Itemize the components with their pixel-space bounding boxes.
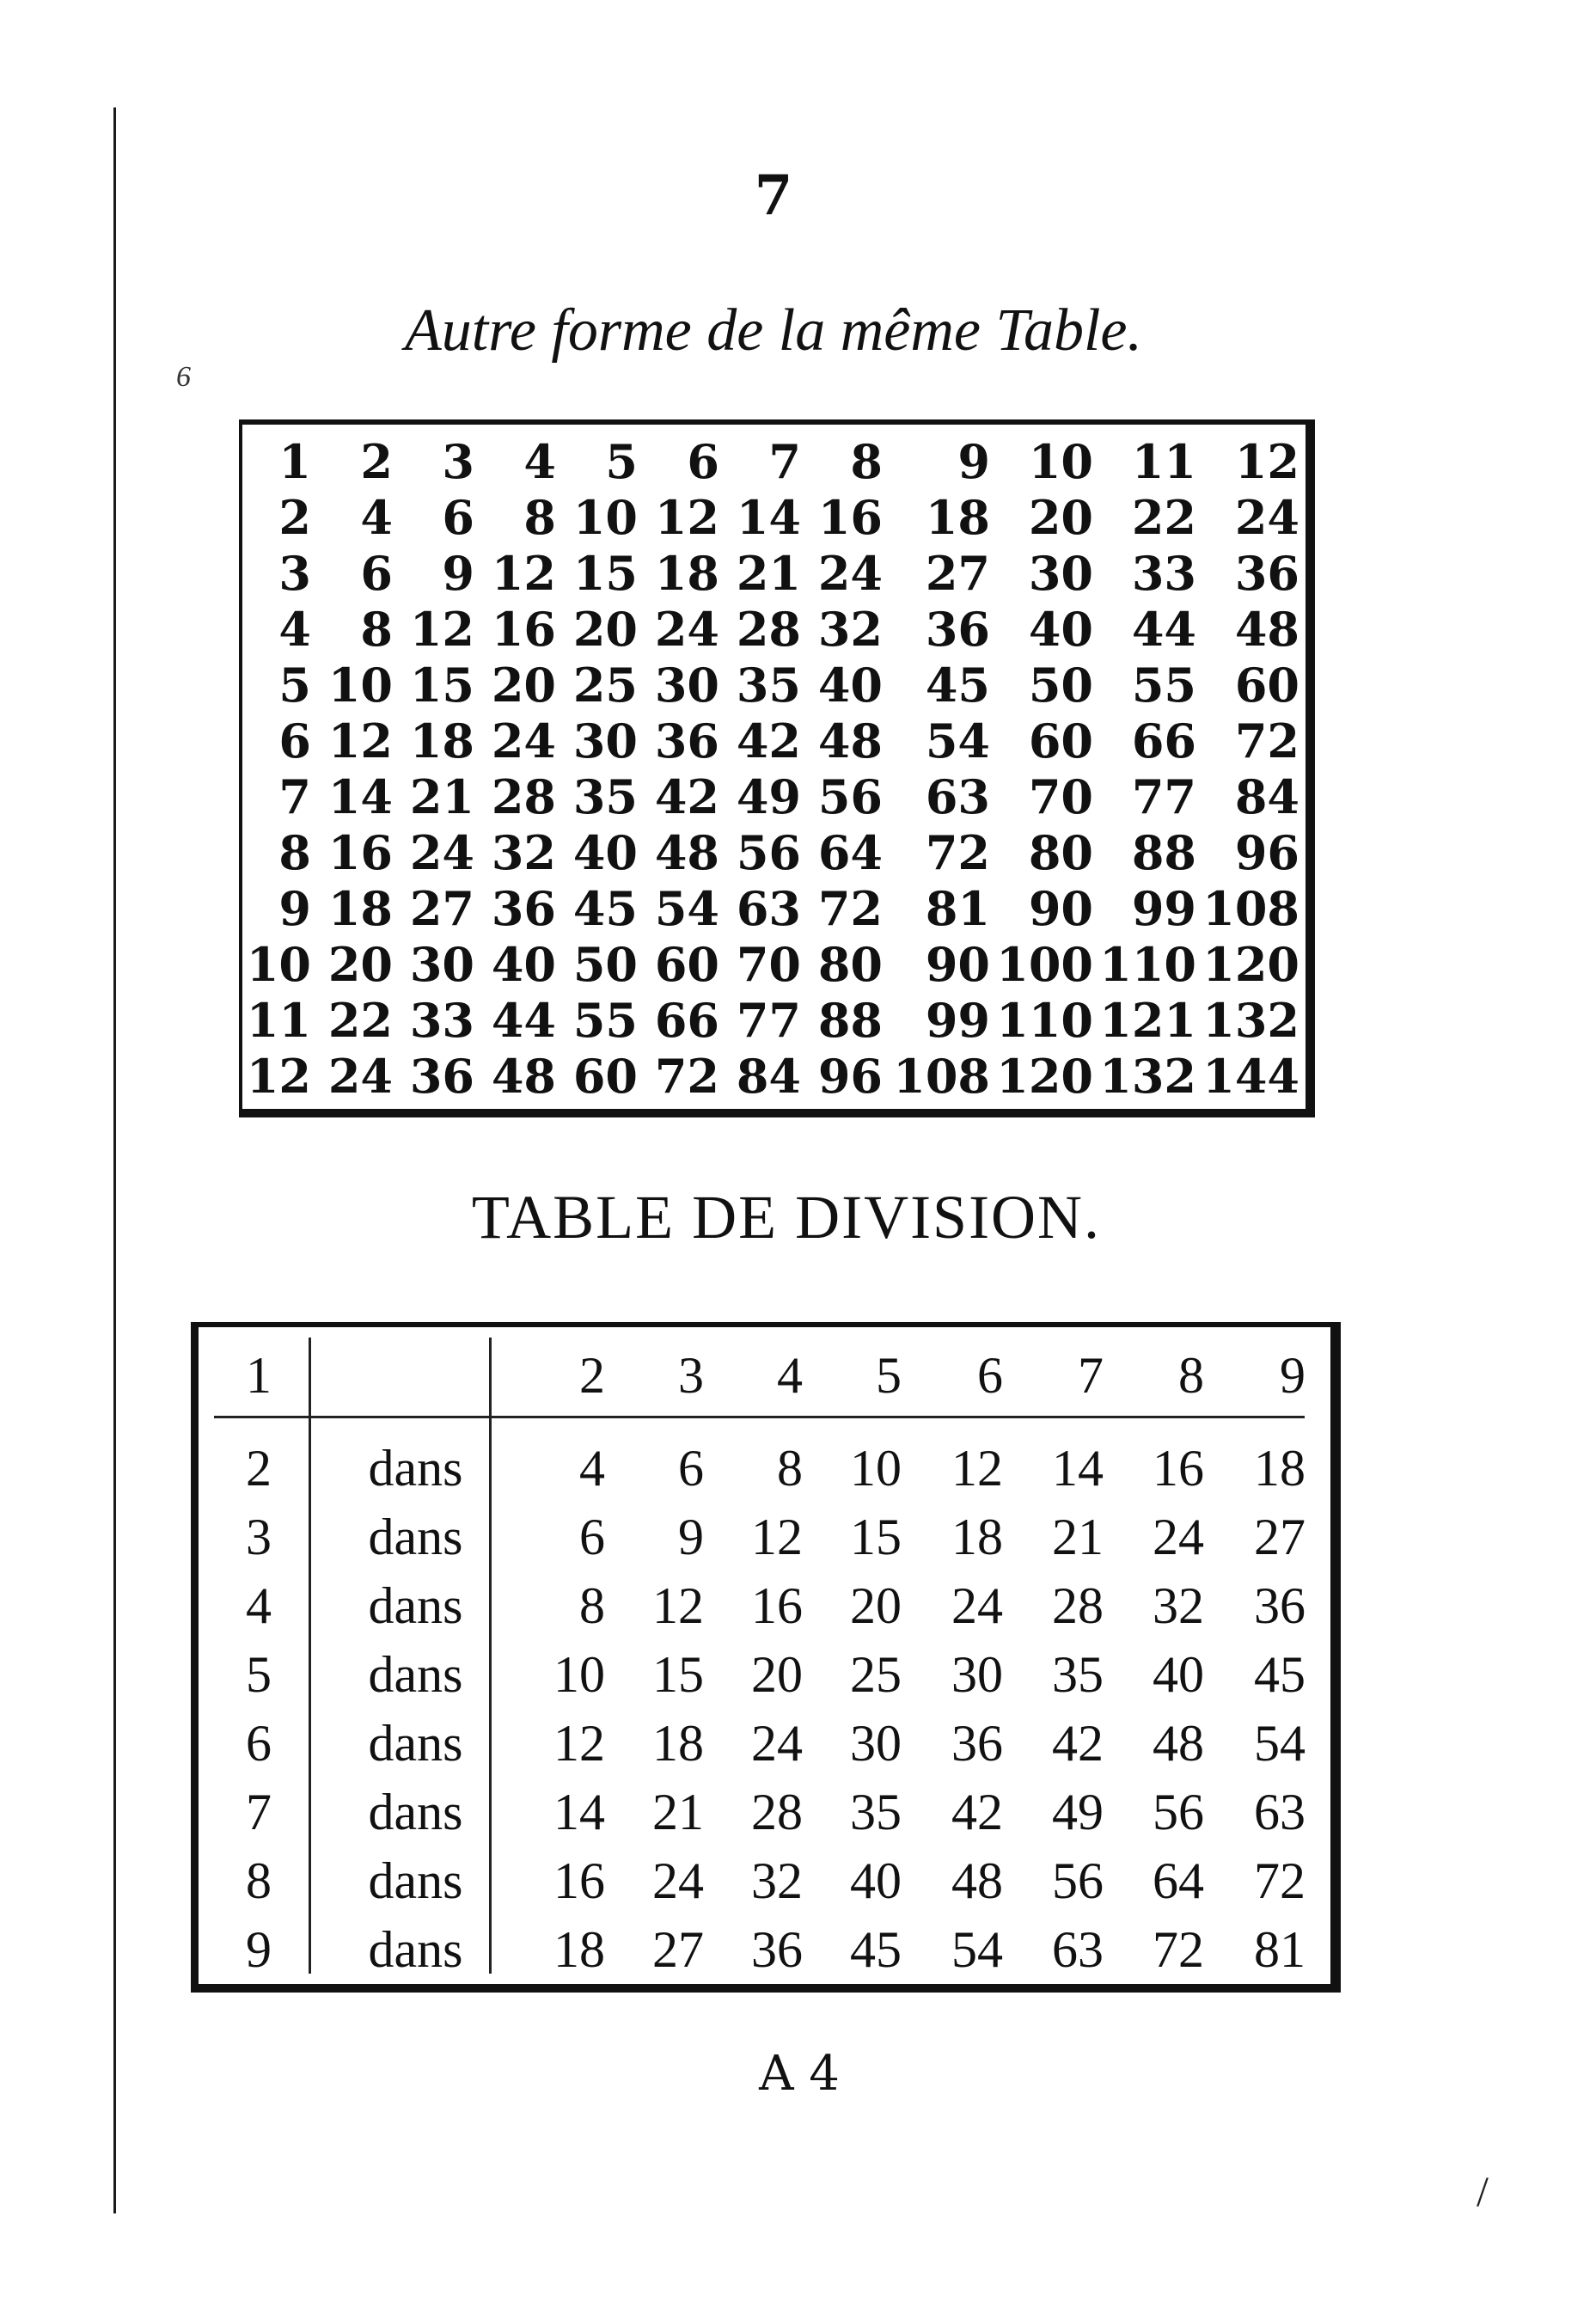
value-cell: 14 <box>553 1784 605 1840</box>
table-cell: 10 <box>572 489 638 545</box>
table-cell: 132 <box>1202 992 1299 1048</box>
table-cell: 16 <box>327 824 393 880</box>
table-row <box>199 1920 1330 1989</box>
table-cell: 24 <box>1234 489 1299 545</box>
table-cell: 32 <box>491 824 556 880</box>
value-cell: 6 <box>579 1509 605 1565</box>
table-cell: 28 <box>736 601 801 657</box>
table-cell: 84 <box>1234 768 1299 824</box>
table-cell: 18 <box>327 880 393 936</box>
table-cell: 3 <box>442 433 474 489</box>
table-cell: 7 <box>768 433 801 489</box>
value-cell: 14 <box>1052 1440 1104 1497</box>
table-cell: 50 <box>572 936 638 992</box>
table-cell: 22 <box>1131 489 1196 545</box>
table-cell: 12 <box>327 713 393 768</box>
table-cell: 77 <box>736 992 801 1048</box>
page-number: 7 <box>754 163 793 228</box>
table-cell: 24 <box>654 601 719 657</box>
value-cell: 9 <box>1280 1347 1306 1404</box>
table-cell: 18 <box>925 489 990 545</box>
value-cell: 30 <box>951 1646 1003 1703</box>
table-cell: 16 <box>491 601 556 657</box>
value-cell: 42 <box>1052 1715 1104 1772</box>
divisor-cell: 5 <box>246 1646 272 1703</box>
table-cell: 6 <box>360 545 393 601</box>
value-cell: 7 <box>1078 1347 1104 1404</box>
table-cell: 2 <box>278 489 311 545</box>
table-cell: 25 <box>572 657 638 713</box>
table-cell: 35 <box>572 768 638 824</box>
table-row <box>242 768 1306 824</box>
table-cell: 96 <box>817 1048 883 1104</box>
value-cell: 56 <box>1153 1784 1204 1840</box>
table-cell: 4 <box>523 433 556 489</box>
dans-cell: dans <box>368 1646 463 1703</box>
table-cell: 48 <box>817 713 883 768</box>
value-cell: 72 <box>1254 1852 1306 1909</box>
table-cell: 88 <box>817 992 883 1048</box>
value-cell: 32 <box>1153 1577 1204 1634</box>
table-cell: 96 <box>1234 824 1299 880</box>
table-cell: 24 <box>491 713 556 768</box>
table-cell: 55 <box>572 992 638 1048</box>
value-cell: 12 <box>951 1440 1003 1497</box>
table-cell: 8 <box>523 489 556 545</box>
table-cell: 72 <box>1234 713 1299 768</box>
value-cell: 20 <box>751 1646 803 1703</box>
table-cell: 120 <box>1202 936 1299 992</box>
value-cell: 36 <box>751 1921 803 1978</box>
table-cell: 6 <box>442 489 474 545</box>
table-cell: 9 <box>957 433 990 489</box>
header-rule <box>214 1416 1305 1418</box>
divisor-cell: 4 <box>246 1577 272 1634</box>
value-cell: 54 <box>1254 1715 1306 1772</box>
table-cell: 21 <box>409 768 474 824</box>
table-cell: 48 <box>491 1048 556 1104</box>
table-cell: 72 <box>817 880 883 936</box>
margin-mark: 6 <box>176 361 191 393</box>
table-cell: 12 <box>491 545 556 601</box>
table-row <box>242 1048 1306 1104</box>
header-row <box>199 1346 1330 1415</box>
value-cell: 21 <box>1052 1509 1104 1565</box>
table-cell: 27 <box>925 545 990 601</box>
table-cell: 16 <box>817 489 883 545</box>
table-cell: 6 <box>278 713 311 768</box>
value-cell: 24 <box>751 1715 803 1772</box>
table-cell: 8 <box>360 601 393 657</box>
division-table-title: TABLE DE DIVISION. <box>471 1183 1102 1252</box>
value-cell: 48 <box>1153 1715 1204 1772</box>
table-cell: 42 <box>654 768 719 824</box>
table-row <box>242 601 1306 657</box>
multiplication-grid <box>242 433 1306 1104</box>
table-cell: 12 <box>1234 433 1299 489</box>
table-row <box>199 1508 1330 1576</box>
table-row <box>242 657 1306 713</box>
table-cell: 120 <box>996 1048 1093 1104</box>
multiplication-table <box>239 419 1315 1117</box>
value-cell: 18 <box>951 1509 1003 1565</box>
value-cell: 10 <box>553 1646 605 1703</box>
table-cell: 45 <box>925 657 990 713</box>
value-cell: 24 <box>951 1577 1003 1634</box>
table-cell: 80 <box>1028 824 1093 880</box>
value-cell: 6 <box>678 1440 704 1497</box>
table-cell: 70 <box>736 936 801 992</box>
table-cell: 77 <box>1131 768 1196 824</box>
division-table <box>191 1322 1341 1993</box>
value-cell: 12 <box>751 1509 803 1565</box>
table-cell: 110 <box>996 992 1093 1048</box>
table-row <box>199 1576 1330 1645</box>
table-cell: 8 <box>850 433 883 489</box>
table-cell: 50 <box>1028 657 1093 713</box>
table-cell: 40 <box>817 657 883 713</box>
value-cell: 2 <box>579 1347 605 1404</box>
value-cell: 72 <box>1153 1921 1204 1978</box>
table-cell: 99 <box>1131 880 1196 936</box>
signature-mark: A 4 <box>759 2046 840 2102</box>
table-cell: 18 <box>409 713 474 768</box>
table-row <box>199 1852 1330 1920</box>
table-cell: 14 <box>736 489 801 545</box>
table-cell: 44 <box>491 992 556 1048</box>
table-cell: 80 <box>817 936 883 992</box>
divisor-cell: 6 <box>246 1715 272 1772</box>
value-cell: 63 <box>1254 1784 1306 1840</box>
divisor-cell: 9 <box>246 1921 272 1978</box>
table-cell: 70 <box>1028 768 1093 824</box>
value-cell: 25 <box>850 1646 902 1703</box>
table-cell: 110 <box>1099 936 1196 992</box>
table-cell: 84 <box>736 1048 801 1104</box>
table-cell: 20 <box>572 601 638 657</box>
dans-cell: dans <box>368 1440 463 1497</box>
value-cell: 36 <box>1254 1577 1306 1634</box>
table-cell: 20 <box>491 657 556 713</box>
table-cell: 64 <box>817 824 883 880</box>
table-cell: 11 <box>246 992 311 1048</box>
value-cell: 8 <box>579 1577 605 1634</box>
dans-cell: dans <box>368 1921 463 1978</box>
table-row <box>242 824 1306 880</box>
value-cell: 24 <box>1153 1509 1204 1565</box>
table-cell: 20 <box>327 936 393 992</box>
table-cell: 40 <box>1028 601 1093 657</box>
table-cell: 99 <box>925 992 990 1048</box>
table-cell: 9 <box>278 880 311 936</box>
value-cell: 24 <box>652 1852 704 1909</box>
value-cell: 4 <box>777 1347 803 1404</box>
table-cell: 63 <box>925 768 990 824</box>
value-cell: 56 <box>1052 1852 1104 1909</box>
table-cell: 5 <box>278 657 311 713</box>
table-cell: 90 <box>1028 880 1093 936</box>
table-cell: 72 <box>925 824 990 880</box>
divisor-cell: 2 <box>246 1440 272 1497</box>
table-cell: 48 <box>1234 601 1299 657</box>
table-cell: 7 <box>278 768 311 824</box>
value-cell: 27 <box>1254 1509 1306 1565</box>
table-cell: 33 <box>1131 545 1196 601</box>
dans-cell: dans <box>368 1715 463 1772</box>
table-cell: 6 <box>687 433 719 489</box>
table-cell: 24 <box>327 1048 393 1104</box>
table-cell: 24 <box>409 824 474 880</box>
table-cell: 12 <box>246 1048 311 1104</box>
table-cell: 11 <box>1131 433 1196 489</box>
value-cell: 30 <box>850 1715 902 1772</box>
table-cell: 12 <box>654 489 719 545</box>
value-cell: 12 <box>553 1715 605 1772</box>
table-cell: 81 <box>925 880 990 936</box>
table-row <box>199 1645 1330 1714</box>
value-cell: 45 <box>850 1921 902 1978</box>
table-cell: 9 <box>442 545 474 601</box>
dans-cell: dans <box>368 1784 463 1840</box>
table-row <box>242 433 1306 489</box>
table-cell: 40 <box>572 824 638 880</box>
table-row <box>242 936 1306 992</box>
table-row <box>199 1714 1330 1783</box>
table-cell: 49 <box>736 768 801 824</box>
table-cell: 36 <box>1234 545 1299 601</box>
table-cell: 121 <box>1099 992 1196 1048</box>
value-cell: 35 <box>850 1784 902 1840</box>
table-cell: 54 <box>654 880 719 936</box>
table-cell: 4 <box>278 601 311 657</box>
table-cell: 24 <box>817 545 883 601</box>
left-margin-rule <box>113 107 116 2213</box>
value-cell: 42 <box>951 1784 1003 1840</box>
value-cell: 36 <box>951 1715 1003 1772</box>
table-row <box>242 992 1306 1048</box>
value-cell: 63 <box>1052 1921 1104 1978</box>
table-cell: 15 <box>572 545 638 601</box>
value-cell: 35 <box>1052 1646 1104 1703</box>
value-cell: 64 <box>1153 1852 1204 1909</box>
table-cell: 63 <box>736 880 801 936</box>
value-cell: 15 <box>850 1509 902 1565</box>
value-cell: 5 <box>876 1347 902 1404</box>
value-cell: 54 <box>951 1921 1003 1978</box>
value-cell: 8 <box>1178 1347 1204 1404</box>
table-cell: 5 <box>605 433 638 489</box>
table-cell: 27 <box>409 880 474 936</box>
value-cell: 4 <box>579 1440 605 1497</box>
value-cell: 18 <box>1254 1440 1306 1497</box>
table-cell: 42 <box>736 713 801 768</box>
value-cell: 16 <box>751 1577 803 1634</box>
table-cell: 60 <box>654 936 719 992</box>
table-cell: 60 <box>1028 713 1093 768</box>
value-cell: 40 <box>850 1852 902 1909</box>
table-cell: 30 <box>654 657 719 713</box>
value-cell: 12 <box>652 1577 704 1634</box>
value-cell: 27 <box>652 1921 704 1978</box>
table-cell: 55 <box>1131 657 1196 713</box>
value-cell: 28 <box>751 1784 803 1840</box>
table-row <box>199 1439 1330 1508</box>
table-cell: 40 <box>491 936 556 992</box>
value-cell: 18 <box>553 1921 605 1978</box>
table-cell: 88 <box>1131 824 1196 880</box>
table-row <box>242 489 1306 545</box>
value-cell: 18 <box>652 1715 704 1772</box>
divisor-cell: 3 <box>246 1509 272 1565</box>
value-cell: 48 <box>951 1852 1003 1909</box>
table-cell: 1 <box>278 433 311 489</box>
table-cell: 33 <box>409 992 474 1048</box>
table-cell: 48 <box>654 824 719 880</box>
divisor-cell: 7 <box>246 1784 272 1840</box>
value-cell: 15 <box>652 1646 704 1703</box>
table-cell: 2 <box>360 433 393 489</box>
table-cell: 54 <box>925 713 990 768</box>
table-cell: 44 <box>1131 601 1196 657</box>
value-cell: 45 <box>1254 1646 1306 1703</box>
table-cell: 3 <box>278 545 311 601</box>
value-cell: 20 <box>850 1577 902 1634</box>
dans-cell: dans <box>368 1852 463 1909</box>
table-cell: 30 <box>409 936 474 992</box>
table-cell: 20 <box>1028 489 1093 545</box>
table-row <box>242 545 1306 601</box>
table-cell: 36 <box>491 880 556 936</box>
table-cell: 14 <box>327 768 393 824</box>
table-cell: 35 <box>736 657 801 713</box>
table-row <box>242 880 1306 936</box>
table-cell: 10 <box>1028 433 1093 489</box>
value-cell: 32 <box>751 1852 803 1909</box>
table-cell: 28 <box>491 768 556 824</box>
table-row <box>199 1783 1330 1852</box>
value-cell: 6 <box>977 1347 1003 1404</box>
table-cell: 32 <box>817 601 883 657</box>
table-cell: 66 <box>654 992 719 1048</box>
value-cell: 28 <box>1052 1577 1104 1634</box>
table-cell: 10 <box>246 936 311 992</box>
table-cell: 22 <box>327 992 393 1048</box>
value-cell: 8 <box>777 1440 803 1497</box>
table-cell: 10 <box>327 657 393 713</box>
value-cell: 49 <box>1052 1784 1104 1840</box>
corner-mark: / <box>1477 2167 1489 2215</box>
table-cell: 56 <box>736 824 801 880</box>
value-cell: 81 <box>1254 1921 1306 1978</box>
table-cell: 45 <box>572 880 638 936</box>
value-cell: 16 <box>553 1852 605 1909</box>
table-cell: 36 <box>654 713 719 768</box>
table-row <box>242 713 1306 768</box>
table-cell: 12 <box>409 601 474 657</box>
dans-cell: dans <box>368 1509 463 1565</box>
table-cell: 21 <box>736 545 801 601</box>
table-cell: 30 <box>1028 545 1093 601</box>
table-cell: 60 <box>1234 657 1299 713</box>
table-cell: 90 <box>925 936 990 992</box>
table-cell: 36 <box>409 1048 474 1104</box>
value-cell: 40 <box>1153 1646 1204 1703</box>
table-subtitle: Autre forme de la même Table. <box>404 297 1142 364</box>
table-cell: 60 <box>572 1048 638 1104</box>
table-cell: 108 <box>1202 880 1299 936</box>
table-cell: 15 <box>409 657 474 713</box>
table-cell: 56 <box>817 768 883 824</box>
table-cell: 30 <box>572 713 638 768</box>
value-cell: 3 <box>678 1347 704 1404</box>
table-cell: 72 <box>654 1048 719 1104</box>
table-cell: 8 <box>278 824 311 880</box>
value-cell: 10 <box>850 1440 902 1497</box>
divisor-cell: 1 <box>246 1347 272 1404</box>
table-cell: 132 <box>1099 1048 1196 1104</box>
table-cell: 108 <box>893 1048 990 1104</box>
table-cell: 100 <box>996 936 1093 992</box>
table-cell: 36 <box>925 601 990 657</box>
table-cell: 18 <box>654 545 719 601</box>
value-cell: 9 <box>678 1509 704 1565</box>
dans-cell: dans <box>368 1577 463 1634</box>
table-cell: 144 <box>1202 1048 1299 1104</box>
table-cell: 4 <box>360 489 393 545</box>
divisor-cell: 8 <box>246 1852 272 1909</box>
table-cell: 66 <box>1131 713 1196 768</box>
value-cell: 16 <box>1153 1440 1204 1497</box>
value-cell: 21 <box>652 1784 704 1840</box>
